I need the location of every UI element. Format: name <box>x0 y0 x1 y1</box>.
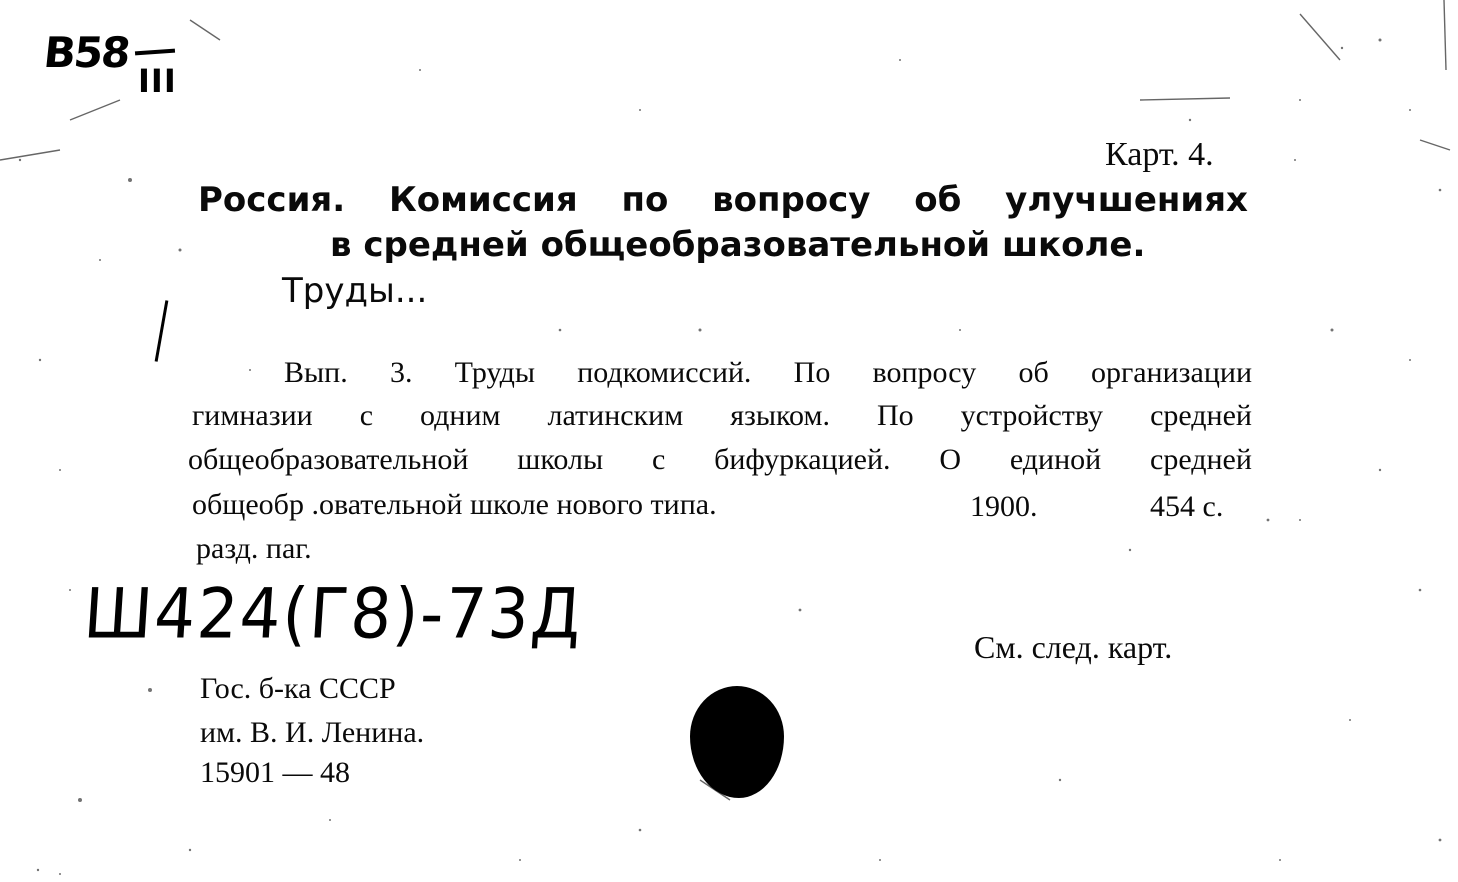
body-word: бифуркацией. <box>714 443 891 476</box>
body-line-2 <box>192 401 1252 431</box>
body-word: школы <box>517 443 604 476</box>
body-word: организации <box>1090 356 1252 389</box>
body-word: вопросу <box>872 356 977 389</box>
publication-year: 1900. <box>970 490 1038 523</box>
library-stamp-line-3: 15901 — 48 <box>200 756 350 789</box>
body-word: О <box>939 443 962 476</box>
body-word: устройству <box>960 399 1104 432</box>
body-word: По <box>793 356 831 389</box>
margin-pencil-mark <box>155 300 169 362</box>
shelf-mark: B58 <box>41 28 132 77</box>
page-count: 454 с. <box>1150 490 1224 523</box>
body-word: одним <box>420 399 501 432</box>
heading-line-3: Труды... <box>282 271 428 311</box>
heading-word: Комиссия <box>388 180 578 220</box>
call-number: Ш424(Г8)-73Д <box>81 575 586 655</box>
body-word: средней <box>1150 399 1252 432</box>
body-word: По <box>876 399 914 432</box>
body-word: 3. <box>389 356 413 389</box>
body-word: латинским <box>547 399 684 432</box>
see-next-card: См. след. карт. <box>974 629 1173 665</box>
shelf-mark-dash <box>135 49 175 56</box>
body-line-5: разд. паг. <box>196 532 312 565</box>
body-word: общеобразовательной <box>188 443 469 476</box>
body-word: Труды <box>454 356 535 389</box>
heading-word: Россия. <box>198 180 346 220</box>
body-word: Вып. <box>284 356 348 389</box>
body-word: единой <box>1009 443 1102 476</box>
body-word: гимназии <box>192 399 313 432</box>
body-word: средней <box>1150 443 1252 476</box>
body-word: с <box>651 443 666 476</box>
library-stamp-line-2: им. В. И. Ленина. <box>200 716 425 749</box>
body-line-4: общеобр .овательной школе нового типа. <box>192 488 717 521</box>
card-number: Карт. 4. <box>1105 136 1214 173</box>
body-word: языком. <box>730 399 830 432</box>
punch-hole <box>690 686 784 798</box>
heading-word: вопросу <box>712 180 871 220</box>
library-stamp-line-1: Гос. б-ка СССР <box>200 672 396 705</box>
heading-line-2: в средней общеобразовательной школе. <box>330 225 1146 265</box>
body-word: с <box>359 399 374 432</box>
heading-line-1 <box>198 180 1248 220</box>
heading-word: улучшениях <box>1005 180 1248 220</box>
heading-word: по <box>621 180 669 220</box>
body-line-3 <box>188 445 1252 475</box>
body-word: об <box>1018 356 1049 389</box>
shelf-mark-sub: III <box>138 62 177 100</box>
body-line-1 <box>284 358 1252 388</box>
heading-word: об <box>914 180 962 220</box>
body-word: подкомиссий. <box>577 356 752 389</box>
